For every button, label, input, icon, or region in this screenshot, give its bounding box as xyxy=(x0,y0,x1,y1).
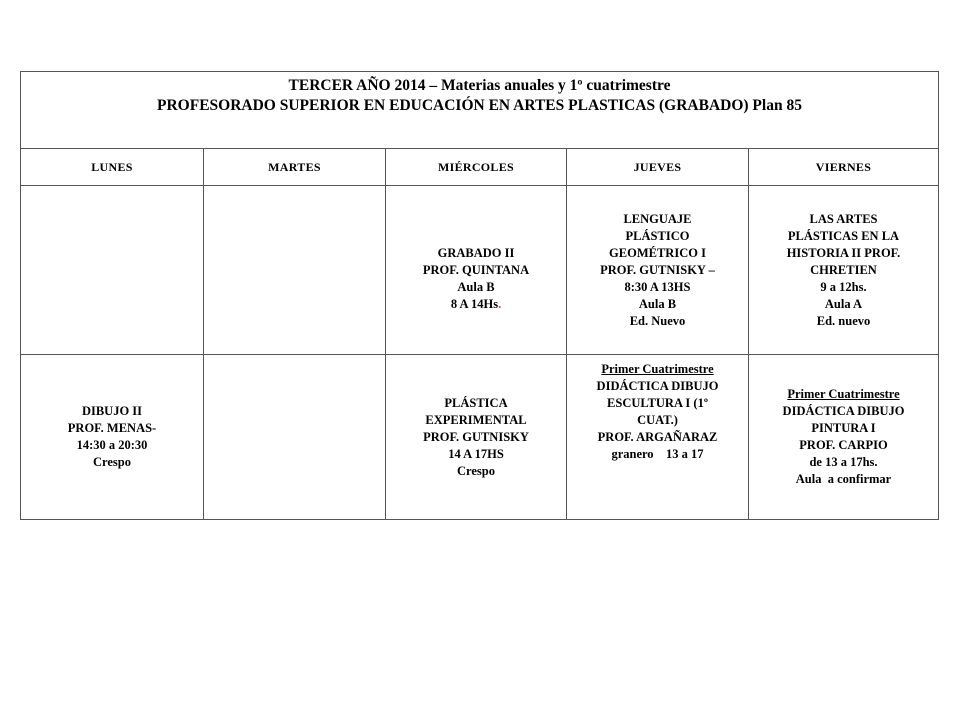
course-professor: PROF. MENAS- xyxy=(67,421,157,435)
course-name-line: DIDÁCTICA DIBUJO xyxy=(596,379,719,393)
cell-viernes-row1 xyxy=(749,186,939,355)
course-time: 14:30 a 20:30 xyxy=(76,438,148,452)
course-location-time: granero 13 a 17 xyxy=(611,447,704,461)
course-professor: PROF. ARGAÑARAZ xyxy=(597,430,718,444)
cell-jueves-row2 xyxy=(567,355,749,520)
course-professor: PROF. GUTNISKY – xyxy=(600,262,715,277)
course-name-line: PLÁSTICAS EN LA xyxy=(787,228,900,243)
course-name-line: DIDÁCTICA DIBUJO xyxy=(782,404,905,418)
day-header-viernes: VIERNES xyxy=(749,149,939,186)
schedule-table xyxy=(20,71,939,520)
title-line-1: TERCER AÑO 2014 – Materias anuales y 1º cuatrimestre xyxy=(288,77,671,94)
course-name-line: PLÁSTICA xyxy=(444,395,508,410)
cell-jueves-row1 xyxy=(567,186,749,355)
cell-viernes-row2 xyxy=(749,355,939,520)
course-name: GRABADO II xyxy=(437,246,515,260)
course-name-line: EXPERIMENTAL xyxy=(425,412,527,427)
course-professor: PROF. QUINTANA xyxy=(422,263,530,277)
course-professor: PROF. GUTNISKY xyxy=(423,429,529,444)
cell-miercoles-row2 xyxy=(386,355,567,520)
cell-martes-row1 xyxy=(204,186,386,355)
course-name-line: LENGUAJE xyxy=(623,211,692,226)
course-name-line: HISTORIA II PROF. xyxy=(786,245,901,260)
course-room: Aula B xyxy=(457,280,495,294)
course-name-line: PLÁSTICO xyxy=(625,228,690,243)
course-name-line: PINTURA I xyxy=(811,421,876,435)
course-time: de 13 a 17hs. xyxy=(809,455,878,469)
course-location: Crespo xyxy=(93,455,131,469)
title-line-2: PROFESORADO SUPERIOR EN EDUCACIÓN EN ARTES PLASTICAS (GRABADO) Plan 85 xyxy=(157,97,802,114)
course-room: Aula B xyxy=(638,296,677,311)
course-name-line: CUAT.) xyxy=(637,413,678,427)
course-building: Ed. Nuevo xyxy=(629,313,686,328)
cell-miercoles-row1 xyxy=(386,186,567,355)
schedule-title xyxy=(21,72,939,149)
course-name-line: GEOMÉTRICO I xyxy=(609,245,706,260)
day-header-jueves: JUEVES xyxy=(567,149,749,186)
course-professor: PROF. CARPIO xyxy=(799,438,888,452)
course-time: 8 A 14Hs. xyxy=(450,297,502,311)
day-header-martes: MARTES xyxy=(204,149,386,186)
cell-lunes-row2 xyxy=(21,355,204,520)
course-room: Aula a confirmar xyxy=(795,472,892,486)
day-header-miercoles: MIÉRCOLES xyxy=(386,149,567,186)
cell-lunes-row1 xyxy=(21,186,204,355)
cell-martes-row2 xyxy=(204,355,386,520)
semester-label: Primer Cuatrimestre xyxy=(601,362,714,376)
course-room: Aula A xyxy=(824,296,863,311)
semester-label: Primer Cuatrimestre xyxy=(787,387,900,401)
course-name-line: LAS ARTES xyxy=(809,211,878,226)
course-time: 8:30 A 13HS xyxy=(624,279,691,294)
course-location: Crespo xyxy=(457,463,495,478)
course-time: 9 a 12hs. xyxy=(820,279,867,294)
course-name: DIBUJO II xyxy=(81,404,143,418)
course-time: 14 A 17HS xyxy=(448,446,504,461)
course-building: Ed. nuevo xyxy=(816,313,871,328)
course-name-line: ESCULTURA I (1º xyxy=(607,396,708,410)
day-header-lunes: LUNES xyxy=(21,149,204,186)
course-professor: CHRETIEN xyxy=(810,262,877,277)
